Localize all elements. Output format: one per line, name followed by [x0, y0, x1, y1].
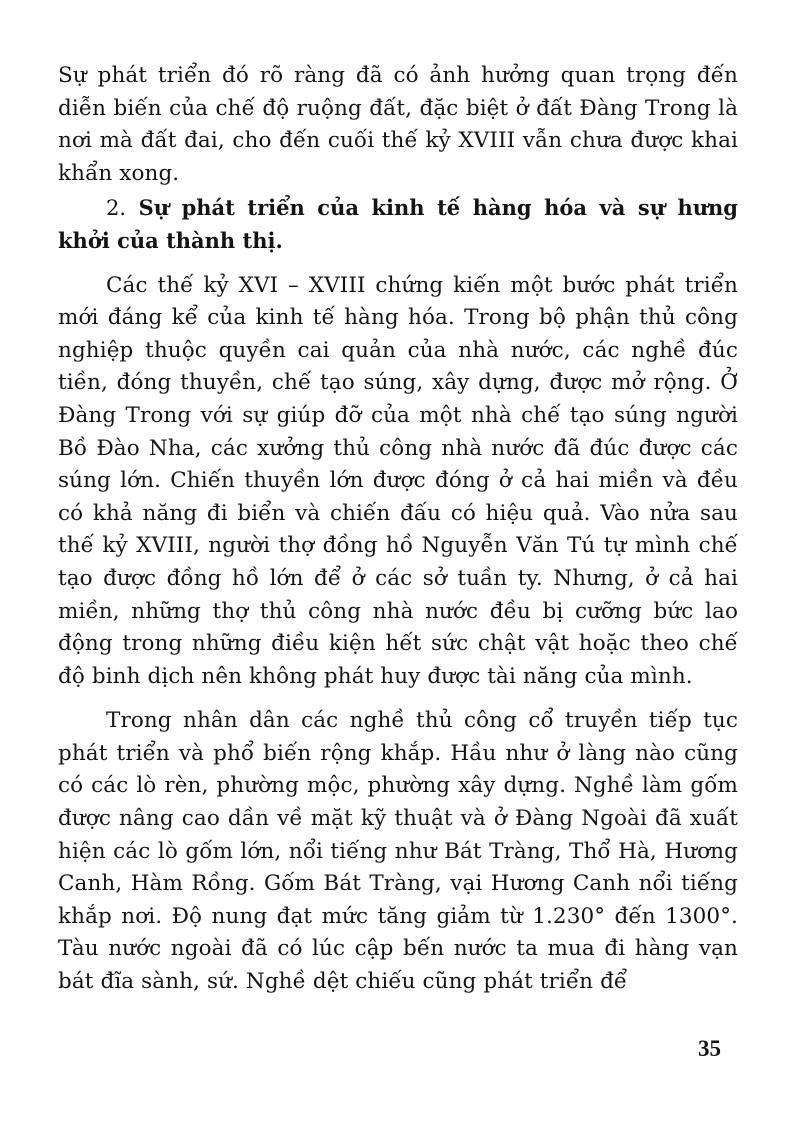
- paragraph-traditional-crafts: Trong nhân dân các nghề thủ công cổ truyền tiếp tục phát triển và phổ biến rộng khắp. Hầu như ở làng nào cũng có các lò rèn, phường mộc, phường xây dựng. Nghề làm gốm được nâng cao dần về mặt kỹ thuật và ở Đàng Ngoài đã xuất hiện các lò gốm lớn, nổi tiếng như Bát Tràng, Thổ Hà, Hương Canh, Hàm Rồng. Gốm Bát Tràng, vại Hương Canh nổi tiếng khắp nơi. Độ nung đạt mức tăng giảm từ 1.230° đến 1300°. Tàu nước ngoài đã có lúc cập bến nước ta mua đi hàng vạn bát đĩa sành, sứ. Nghề dệt chiếu cũng phát triển để: [58, 708, 738, 995]
- section-heading-number: 2.: [106, 196, 127, 221]
- page-number: 35: [698, 1036, 721, 1061]
- paragraph-commodity-economy: Các thế kỷ XVI – XVIII chứng kiến một bước phát triển mới đáng kể của kinh tế hàng hóa. Trong bộ phận thủ công nghiệp thuộc quyền cai quản của nhà nước, các nghề đúc tiền, đóng thuyền, chế tạo súng, xây dựng, được mở rộng. Ở Đàng Trong với sự giúp đỡ của một nhà chế tạo súng người Bồ Đào Nha, các xưởng thủ công nhà nước đã đúc được các súng lớn. Chiến thuyền lớn được đóng ở cả hai miền và đều có khả năng đi biển và chiến đấu có hiệu quả. Vào nửa sau thế kỷ XVIII, người thợ đồng hồ Nguyễn Văn Tú tự mình chế tạo được đồng hồ lớn để ở các sở tuần ty. Nhưng, ở cả hai miền, những thợ thủ công nhà nước đều bị cưỡng bức lao động trong những điều kiện hết sức chật vật hoặc theo chế độ binh dịch nên không phát huy được tài năng của mình.: [58, 272, 738, 689]
- page-body: [58, 60, 738, 999]
- section-heading: [58, 192, 738, 257]
- section-heading-text: Sự phát triển của kinh tế hàng hóa và sự hưng khởi của thành thị.: [58, 195, 738, 253]
- paragraph-continuation: Sự phát triển đó rõ ràng đã có ảnh hưởng quan trọng đến diễn biến của chế độ ruộng đất, đặc biệt ở đất Đàng Trong là nơi mà đất đai, cho đến cuối thế kỷ XVIII vẫn chưa được khai khẩn xong.: [58, 63, 738, 186]
